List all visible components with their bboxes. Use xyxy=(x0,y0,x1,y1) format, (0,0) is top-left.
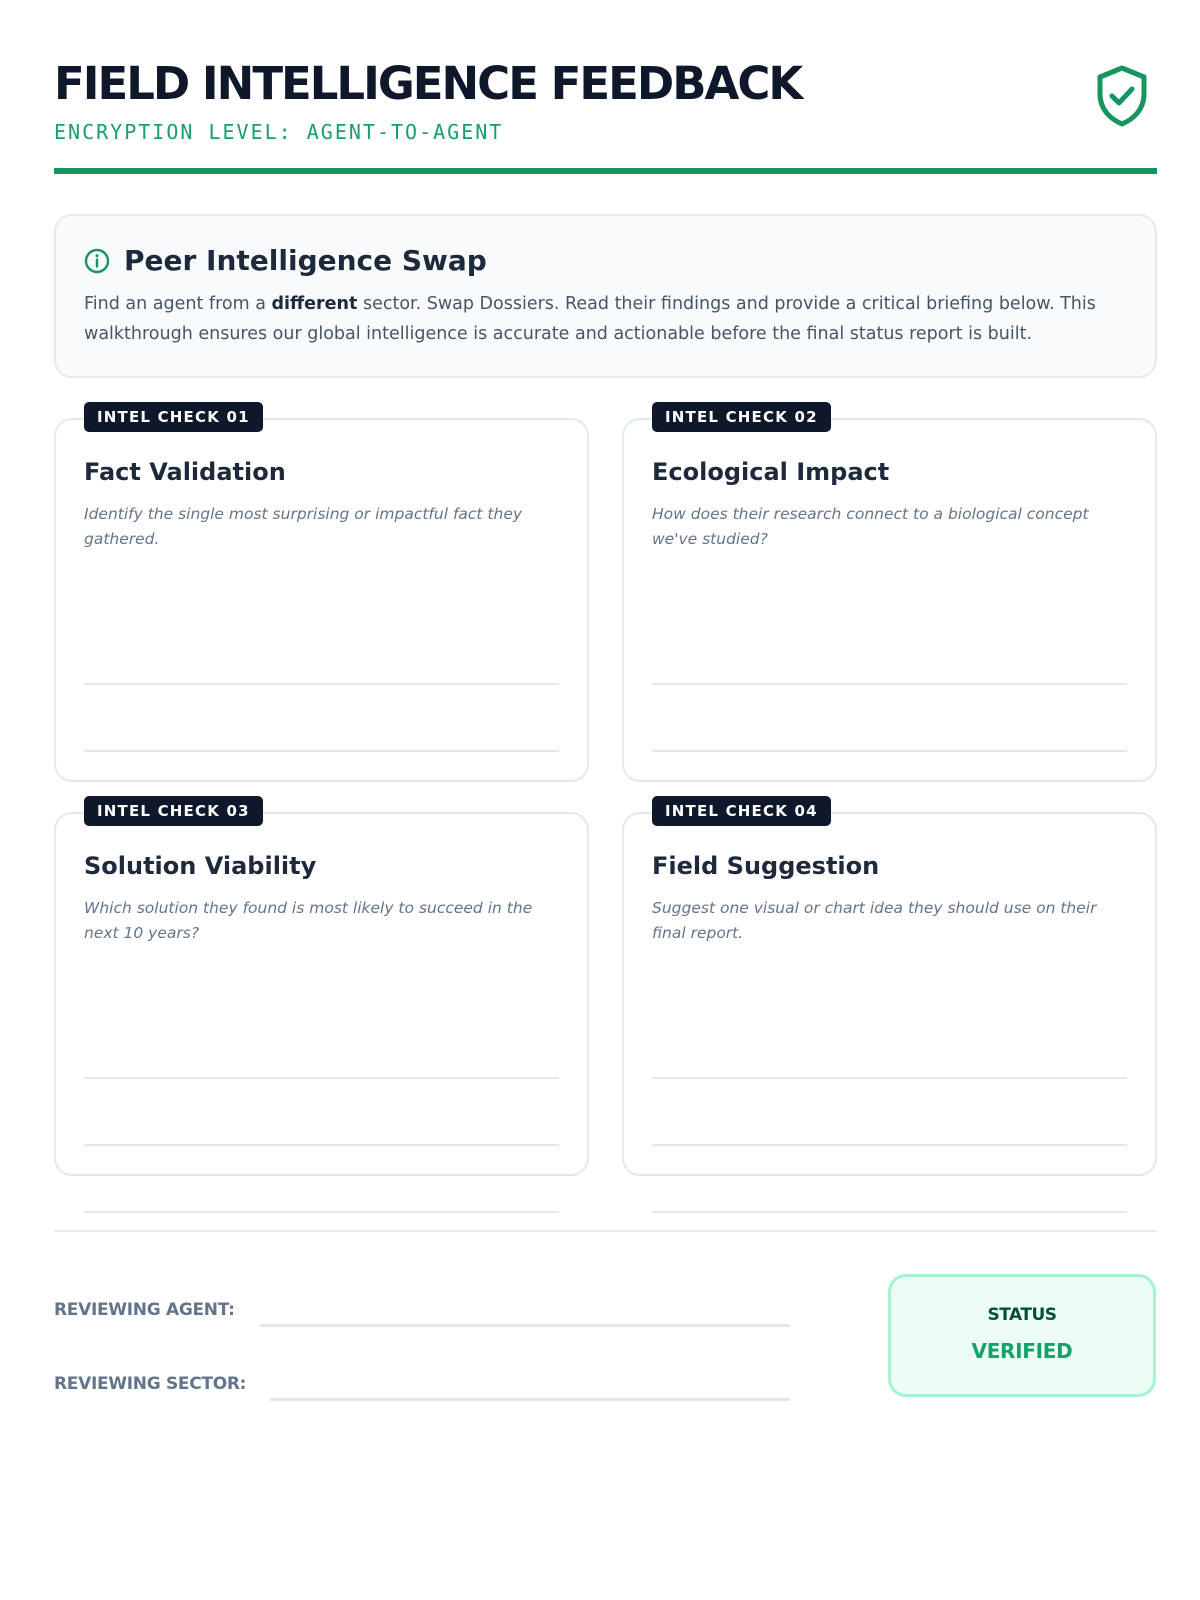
status-box xyxy=(888,1274,1156,1397)
intel-check-prompt: Suggest one visual or chart idea they should use on their final report. xyxy=(652,899,1097,942)
intel-check-badge: INTEL CHECK 04 xyxy=(652,796,831,826)
footer-divider xyxy=(54,1230,1157,1232)
status-value: VERIFIED xyxy=(971,1339,1073,1363)
reviewing-sector-label: REVIEWING SECTOR: xyxy=(54,1374,247,1394)
intel-check-badge: INTEL CHECK 02 xyxy=(652,402,831,432)
answer-line[interactable] xyxy=(652,618,1127,685)
intel-check-card-1 xyxy=(54,408,589,782)
info-icon xyxy=(84,248,110,274)
answer-line[interactable] xyxy=(84,1012,559,1079)
reviewing-agent-label: REVIEWING AGENT: xyxy=(54,1300,235,1320)
answer-line[interactable] xyxy=(84,1146,559,1213)
encryption-level: ENCRYPTION LEVEL: AGENT-TO-AGENT xyxy=(54,120,504,144)
reviewing-sector-input[interactable] xyxy=(270,1398,790,1401)
reviewing-sector-field xyxy=(54,1374,246,1394)
answer-line[interactable] xyxy=(652,1079,1127,1146)
intel-check-title: Field Suggestion xyxy=(652,852,880,880)
intro-text-start: Find an agent from a xyxy=(84,294,272,314)
intel-check-prompt: How does their research connect to a biological concept we've studied? xyxy=(652,505,1089,548)
header-divider xyxy=(54,168,1157,174)
page-title: FIELD INTELLIGENCE FEEDBACK xyxy=(54,57,802,110)
intel-check-prompt: Which solution they found is most likely to succeed in the next 10 years? xyxy=(84,899,533,942)
reviewing-agent-field xyxy=(54,1300,235,1320)
answer-line[interactable] xyxy=(652,1146,1127,1213)
intel-check-card-2 xyxy=(622,408,1157,782)
answer-lines[interactable] xyxy=(652,1012,1127,1213)
intro-text-end: sector. Swap Dossiers. Read their findings and provide a critical briefing below. This walkthrough ensures our global intelligence is accurate and actionable before the final status report is built. xyxy=(84,294,1096,344)
intel-check-title: Fact Validation xyxy=(84,458,286,486)
answer-lines[interactable] xyxy=(84,618,559,819)
intel-check-badge: INTEL CHECK 01 xyxy=(84,402,263,432)
intro-panel xyxy=(54,214,1157,378)
intel-check-title: Solution Viability xyxy=(84,852,317,880)
status-label: STATUS xyxy=(987,1305,1057,1325)
intro-title: Peer Intelligence Swap xyxy=(124,244,487,277)
answer-line[interactable] xyxy=(652,685,1127,752)
answer-line[interactable] xyxy=(652,1012,1127,1079)
answer-lines[interactable] xyxy=(84,1012,559,1213)
answer-line[interactable] xyxy=(84,1079,559,1146)
intel-check-card-3 xyxy=(54,802,589,1176)
intel-check-card-4 xyxy=(622,802,1157,1176)
page-header xyxy=(54,58,1154,176)
intro-text-emphasis: different xyxy=(271,294,358,314)
reviewing-agent-input[interactable] xyxy=(260,1324,790,1327)
intel-check-title: Ecological Impact xyxy=(652,458,890,486)
intel-check-badge: INTEL CHECK 03 xyxy=(84,796,263,826)
intel-check-prompt: Identify the single most surprising or impactful fact they gathered. xyxy=(84,505,523,548)
answer-line[interactable] xyxy=(84,685,559,752)
answer-lines[interactable] xyxy=(652,618,1127,819)
intro-instructions xyxy=(84,289,1127,349)
shield-check-icon xyxy=(1094,64,1150,128)
answer-line[interactable] xyxy=(84,618,559,685)
